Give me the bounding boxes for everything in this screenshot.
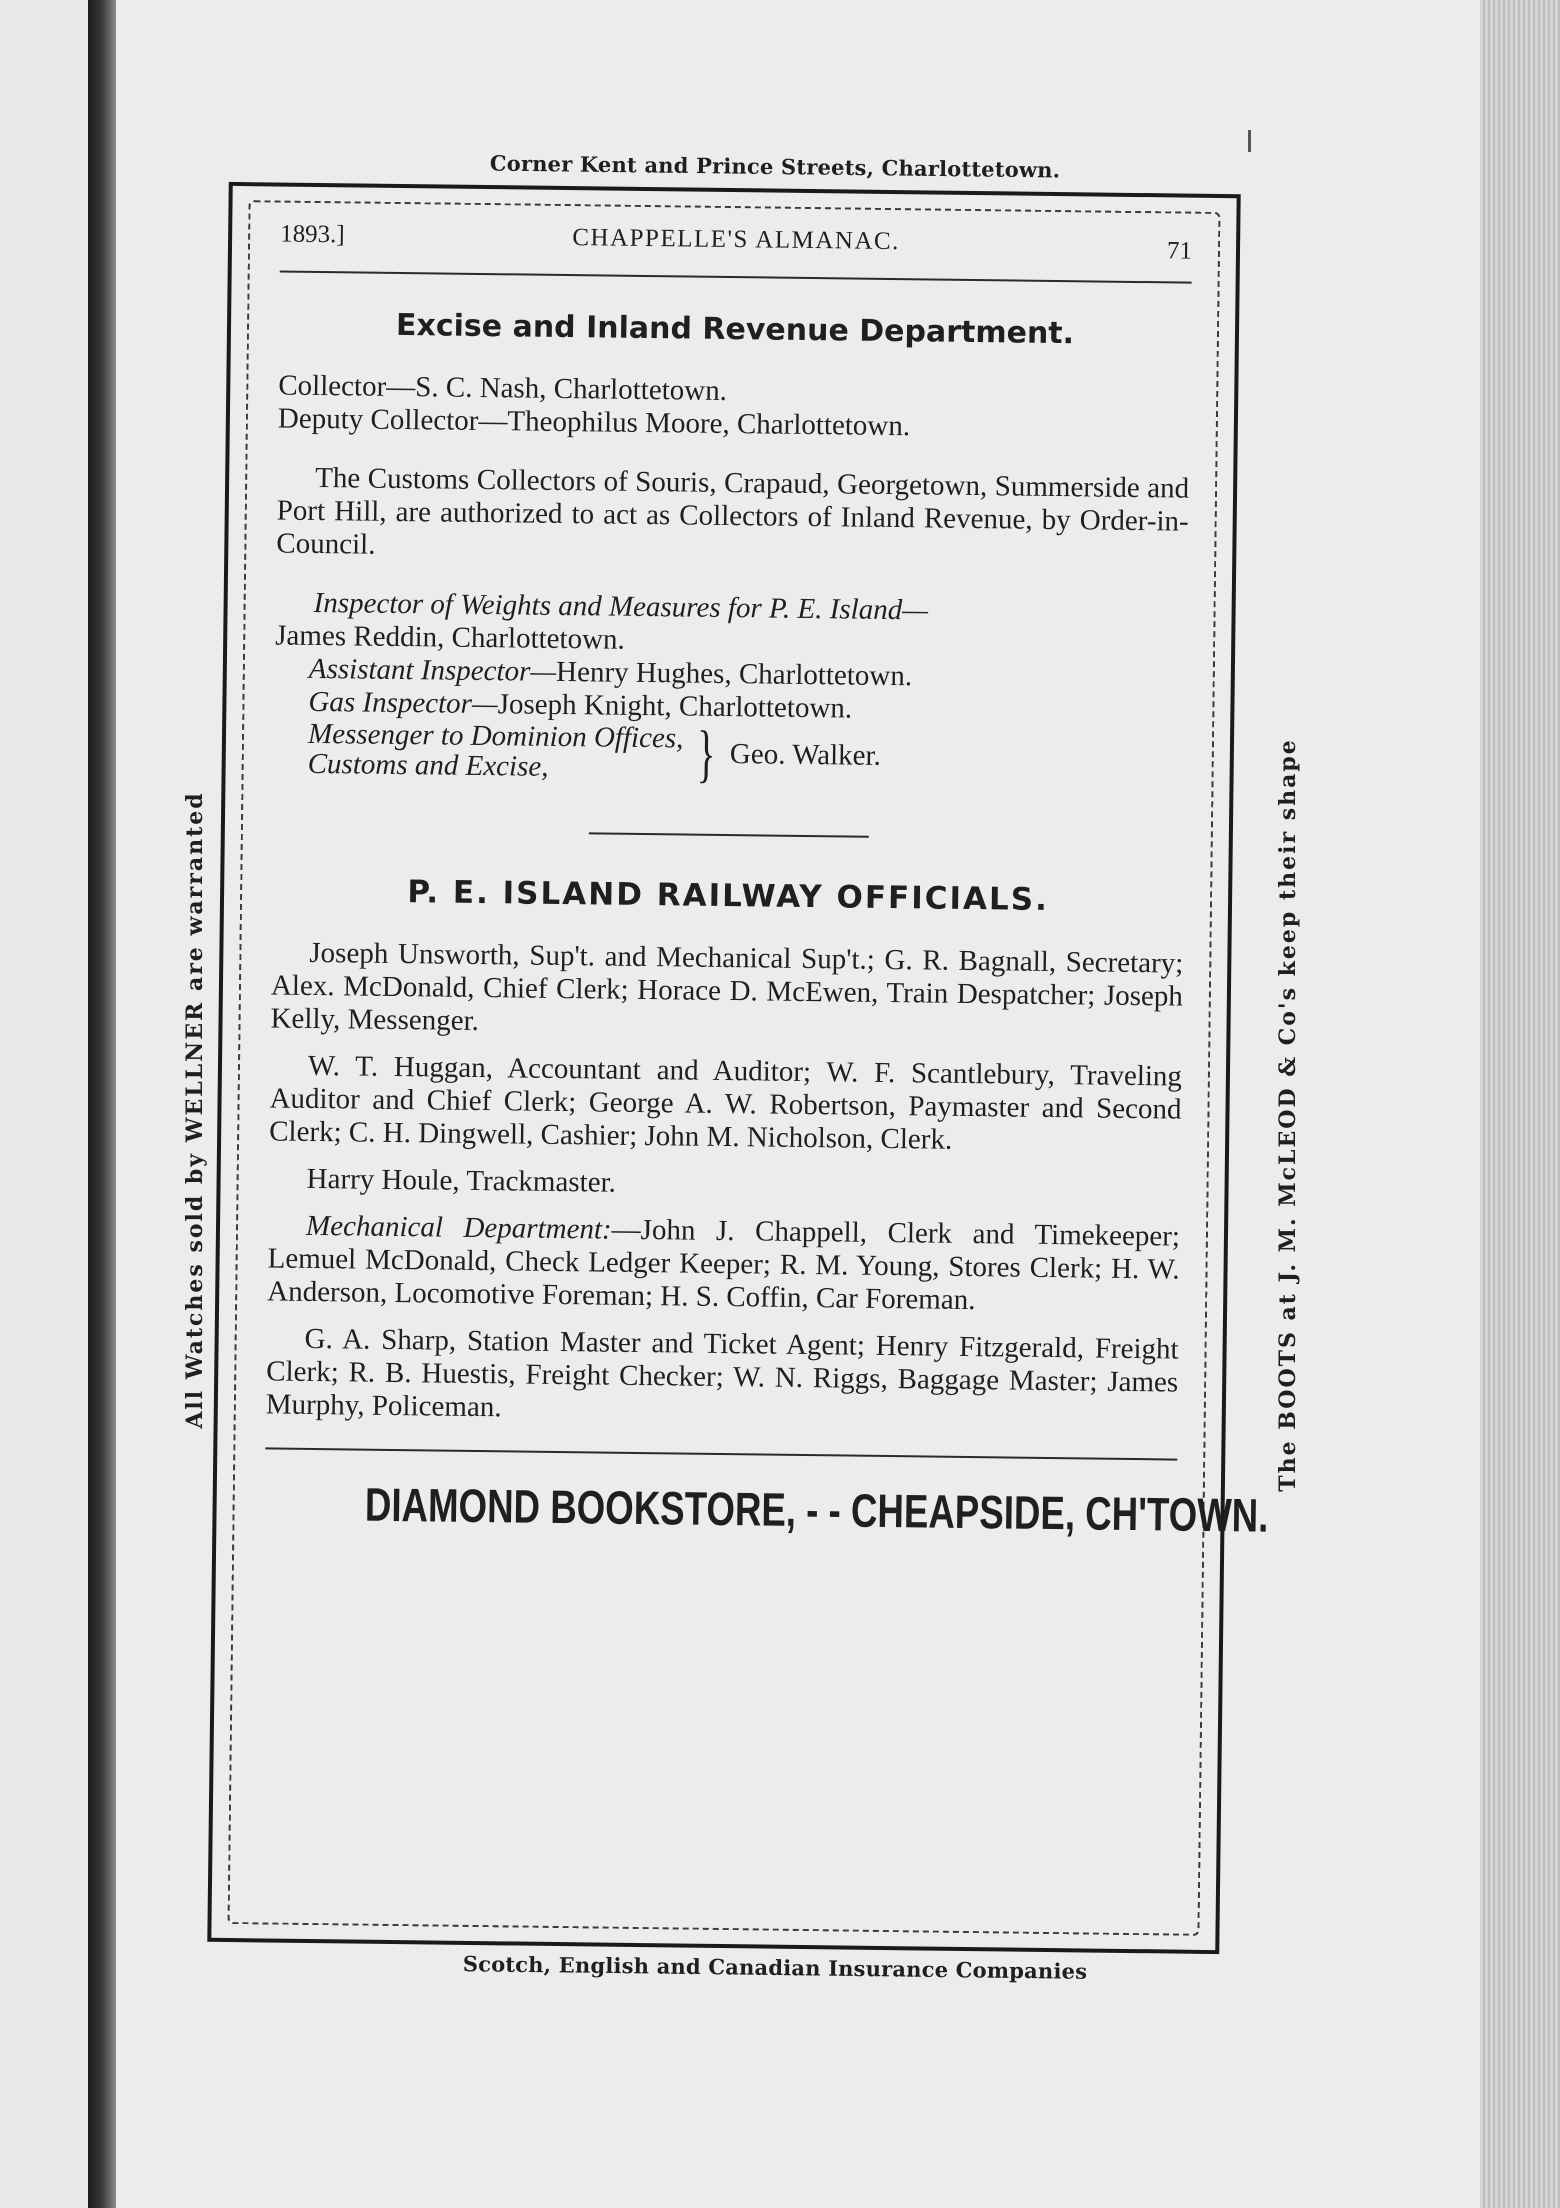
header-rule [280, 271, 1192, 284]
gas-name: Joseph Knight, Charlottetown. [497, 688, 853, 725]
railway-para-3: Harry Houle, Trackmaster. [306, 1162, 617, 1199]
top-margin-advert: Corner Kent and Prince Streets, Charlottetown. [489, 150, 1061, 183]
customs-note: The Customs Collectors of Souris, Crapaud, Georgetown, Summerside and Port Hill, are authorized to act as Collectors of Inland Revenue, by Order-in-Council. [276, 461, 1190, 561]
page-number: 71 [1166, 237, 1193, 265]
excise-heading: Excise and Inland Revenue Department. [395, 307, 1075, 352]
ink-mark [1248, 130, 1251, 152]
left-margin-advert: All Watches sold by WELLNER are warranted [182, 791, 208, 1429]
brace-symbol: } [696, 717, 717, 789]
railway-para-1: Joseph Unsworth, Sup't. and Mechanical Sup't.; G. R. Bagnall, Secretary; Alex. McDonald, Chief Clerk; Horace D. McEwen, Train Despatcher; Joseph Kelly, Messenger. [270, 936, 1184, 1038]
mechanical-title: Mechanical Department: [305, 1209, 612, 1246]
bookstore-banner: DIAMOND BOOKSTORE, - - CHEAPSIDE, CH'TOWN. [364, 1477, 1269, 1542]
book-gutter [88, 0, 116, 2208]
inspector-name: James Reddin, Charlottetown. [275, 619, 625, 656]
messenger-line-2: Customs and Excise, [307, 747, 549, 783]
bottom-margin-advert: Scotch, English and Canadian Insurance Companies [462, 1951, 1088, 1984]
assistant-name: Henry Hughes, Charlottetown. [555, 655, 913, 693]
right-margin-advert: The BOOTS at J. M. McLEOD & Co's keep their shape [1275, 738, 1301, 1492]
section-divider [589, 832, 869, 837]
messenger-titles [308, 719, 684, 784]
footer-rule [265, 1447, 1177, 1460]
railway-heading: P. E. ISLAND RAILWAY OFFICIALS. [407, 874, 1050, 918]
gas-title: Gas Inspector— [308, 685, 498, 721]
messenger-line-1: Messenger to Dominion Offices, [307, 717, 684, 755]
railway-para-5: G. A. Sharp, Station Master and Ticket Agent; Henry Fitzgerald, Freight Clerk; R. B. Huestis, Freight Checker; W. N. Riggs, Baggage Master; James Murphy, Policeman. [265, 1322, 1179, 1424]
railway-para-2: W. T. Huggan, Accountant and Auditor; W. F. Scantlebury, Traveling Auditor and Chief Clerk; George A. W. Robertson, Paymaster and Second Clerk; C. H. Dingwell, Cashier; John M. Nicholson, Clerk. [268, 1049, 1183, 1156]
header-year: 1893.] [279, 220, 345, 249]
header-title: CHAPPELLE'S ALMANAC. [572, 224, 901, 256]
collector-line: Collector—S. C. Nash, Charlottetown. [278, 369, 728, 407]
page-stack-edge [1480, 0, 1560, 2208]
messenger-name: Geo. Walker. [729, 737, 882, 772]
page-frame [207, 182, 1269, 1954]
deputy-line: Deputy Collector—Theophilus Moore, Charlottetown. [277, 402, 911, 443]
mechanical-text: —John J. Chappell, Clerk and Timekeeper; Lemuel McDonald, Check Ledger Keeper; R. M. Young, Stores Clerk; H. W. Anderson, Locomotive Foreman; H. S. Coffin, Car Foreman. [267, 1213, 1181, 1317]
assistant-title: Assistant Inspector— [308, 652, 557, 688]
inspector-title: Inspector of Weights and Measures for P. E. Island— [313, 586, 929, 627]
mechanical-para [267, 1209, 1180, 1319]
page-content [264, 220, 1269, 1542]
messenger-entry [274, 718, 1187, 789]
